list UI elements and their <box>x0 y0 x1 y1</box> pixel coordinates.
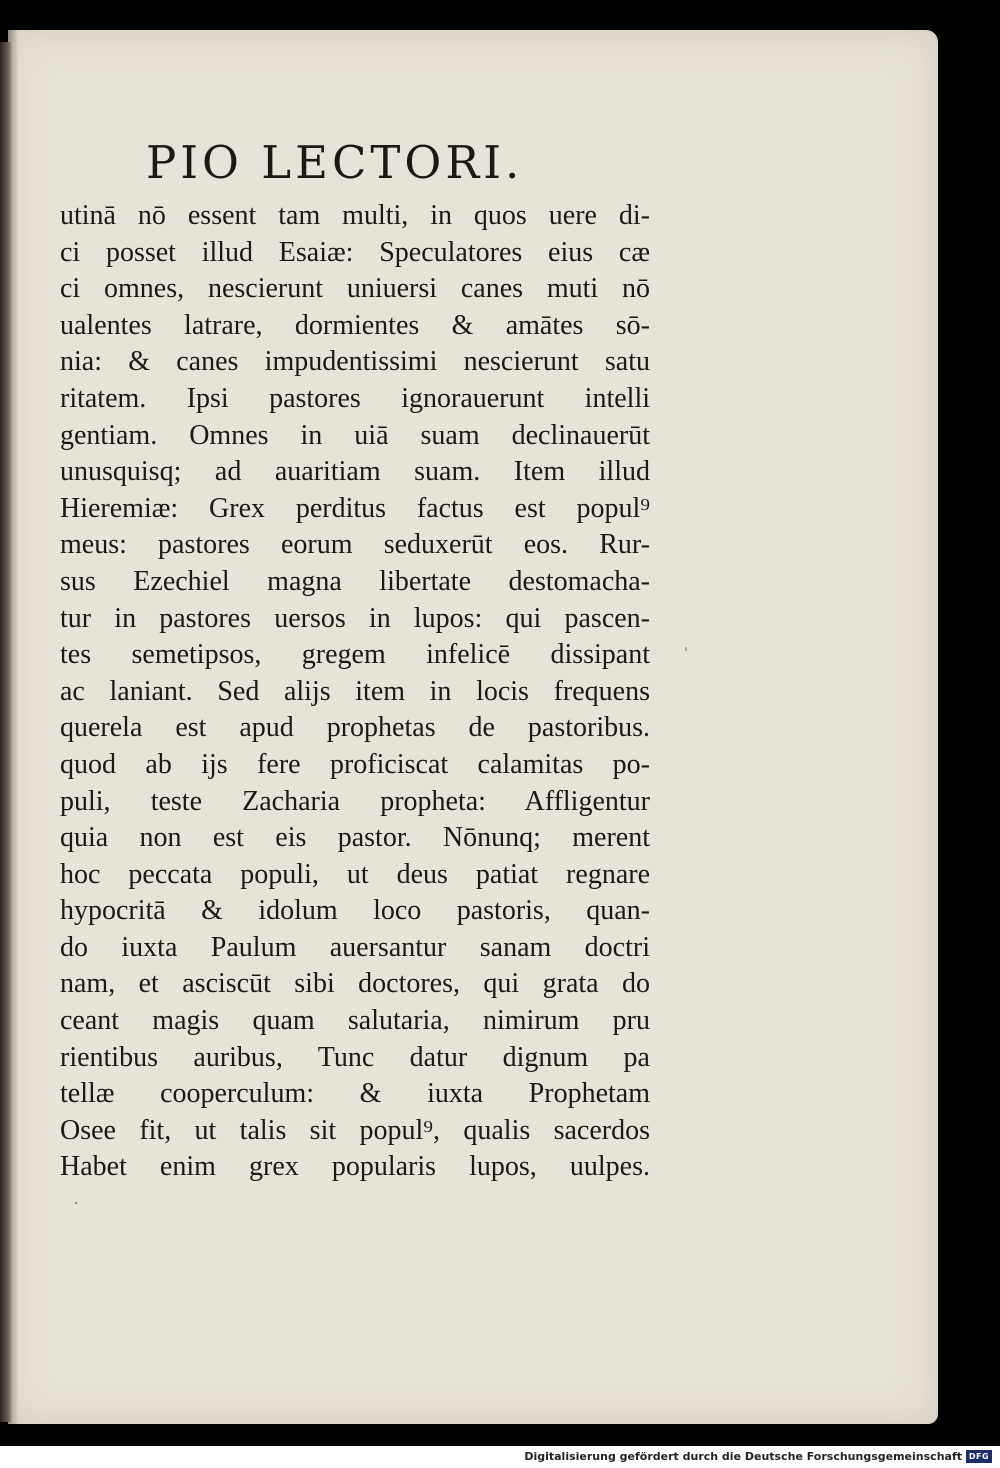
text-line: Hieremiæ: Grex perditus factus est popul⁹ <box>60 492 650 524</box>
page-heading: PIO LECTORI. <box>146 136 524 189</box>
page-edge <box>0 42 14 1422</box>
text-line: hypocritā & idolum loco pastoris, quan- <box>60 895 650 927</box>
text-line: Osee fit, ut talis sit popul⁹, qualis sacerdos <box>60 1114 650 1146</box>
text-line: utinā nō essent tam multi, in quos uere di- <box>60 200 650 231</box>
text-line: rientibus auribus, Tunc datur dignum pa <box>60 1041 650 1073</box>
text-line: ci posset illud Esaiæ: Speculatores eius cæ <box>60 236 650 268</box>
text-line: ci omnes, nescierunt uniuersi canes muti nō <box>60 273 650 305</box>
text-line: do iuxta Paulum auersantur sanam doctri <box>60 931 650 963</box>
text-line: nam, et ascisсūt sibi doctores, qui grata do <box>60 968 650 1000</box>
dfg-logo-icon: DFG <box>966 1450 992 1463</box>
text-line: ritatem. Ipsi pastores ignorauerunt intelli <box>60 382 650 414</box>
text-line: querela est apud prophetas de pastoribus. <box>60 712 650 744</box>
text-line: nia: & canes impudentissimi nescierunt satu <box>60 346 650 378</box>
text-line: ac laniant. Sed alijs item in locis frequens <box>60 675 650 707</box>
text-line: unusquisq; ad auaritiam suam. Item illud <box>60 456 650 488</box>
text-line: Habet enim grex popularis lupos, uulpes. <box>60 1151 650 1183</box>
paper-speck: · <box>74 1196 79 1212</box>
text-line: tellæ cooperculum: & iuxta Prophetam <box>60 1078 650 1110</box>
text-line: puli, teste Zacharia propheta: Affligentur <box>60 785 650 817</box>
text-line: ualentes latrare, dormientes & amātes sō- <box>60 309 650 341</box>
body-text <box>60 198 650 1186</box>
footer-bar <box>0 1446 1000 1468</box>
text-line: tes semetipsos, gregem infelicē dissipant <box>60 639 650 671</box>
text-line: meus: pastores eorum seduxerūt eos. Rur- <box>60 529 650 561</box>
text-line: tur in pastores uersos in lupos: qui pascen- <box>60 602 650 634</box>
funding-credit: Digitalisierung gefördert durch die Deutsche Forschungsgemeinschaft <box>524 1450 962 1463</box>
text-line: gentiam. Omnes in uiā suam declinauerūt <box>60 419 650 451</box>
text-line: quod ab ijs fere proficiscat calamitas po- <box>60 748 650 780</box>
text-line: sus Ezechiel magna libertate destomacha- <box>60 565 650 597</box>
text-line: ceant magis quam salutaria, nimirum pru <box>60 1005 650 1037</box>
text-line: quia non est eis pastor. Nōnunq; merent <box>60 822 650 854</box>
text-line: hoc peccata populi, ut deus patiat regnare <box>60 858 650 890</box>
paper-speck: ˈ <box>684 646 688 662</box>
